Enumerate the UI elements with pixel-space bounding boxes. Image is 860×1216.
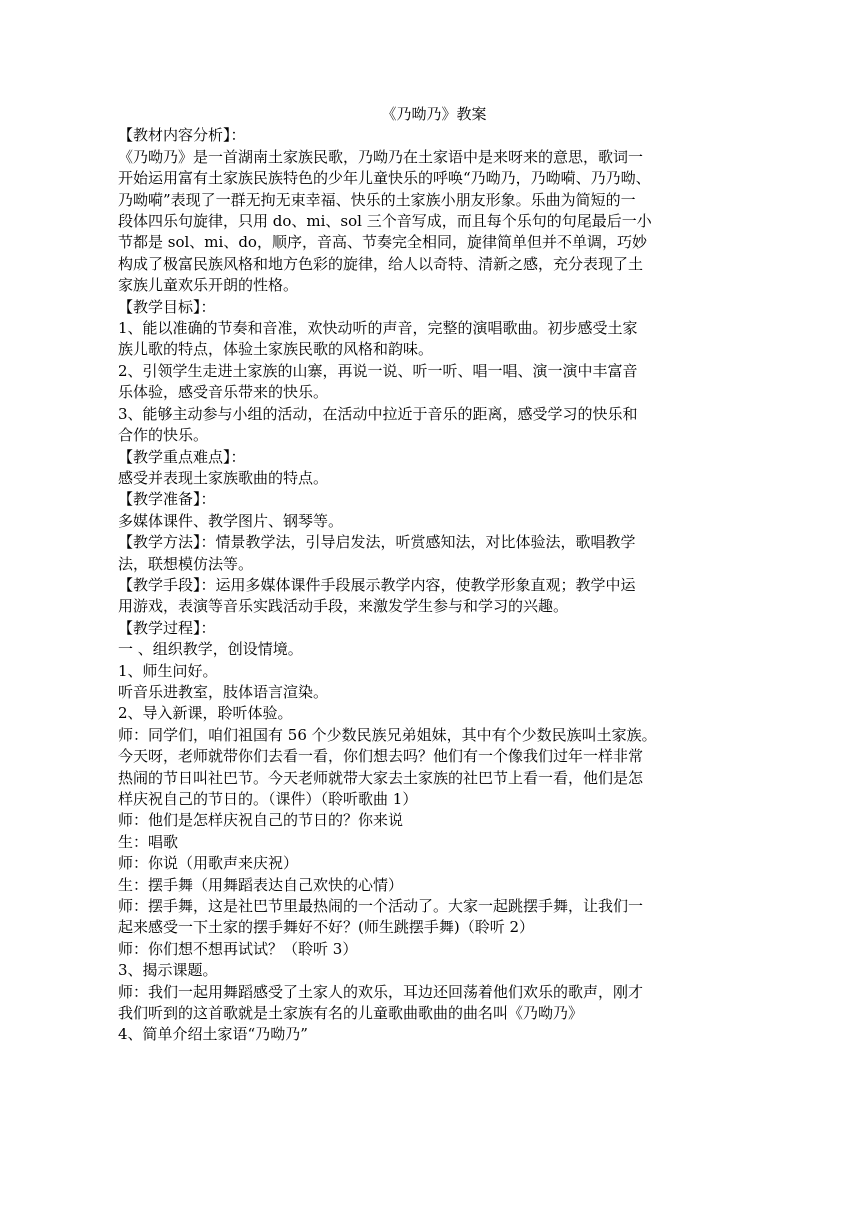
body-line: 【教学目标】： <box>118 297 216 316</box>
document-title: 《乃呦乃》教案 <box>381 105 487 123</box>
body-line: 1、师生问好。 <box>118 661 218 680</box>
document-body <box>118 125 740 1045</box>
body-line: 【教学过程】： <box>118 618 216 637</box>
body-line: 师：他们是怎样庆祝自己的节日的？你来说 <box>118 811 404 830</box>
body-line: 1、能以准确的节奏和音准，欢快动听的声音，完整的演唱歌曲。初步感受土家 <box>118 319 638 338</box>
body-line: 感受并表现土家族歌曲的特点。 <box>118 468 329 487</box>
body-line: 族儿歌的特点，体验土家族民歌的风格和韵味。 <box>118 340 434 359</box>
body-line: 《乃呦乃》是一首湖南土家族民歌，乃呦乃在土家语中是来呀来的意思，歌词一 <box>118 147 644 166</box>
body-line: 【教学准备】： <box>118 490 216 509</box>
body-line: 听音乐进教室，肢体语言渲染。 <box>118 682 329 701</box>
body-line: 开始运用富有土家族民族特色的少年儿童快乐的呼唤“乃呦乃，乃呦嗬、乃乃呦、 <box>118 169 651 188</box>
body-line: 今天呀，老师就带你们去看一看，你们想去吗？他们有一个像我们过年一样非常 <box>118 747 644 766</box>
body-line: 乃呦嗬”表现了一群无拘无束幸福、快乐的土家族小朋友形象。乐曲为简短的一 <box>118 190 636 209</box>
body-line: 我们听到的这首歌就是土家族有名的儿童歌曲歌曲的曲名叫《乃呦乃》 <box>118 1004 584 1023</box>
body-line: 合作的快乐。 <box>118 426 209 445</box>
body-line: 乐体验，感受音乐带来的快乐。 <box>118 383 329 402</box>
body-line: 生：唱歌 <box>118 832 179 851</box>
body-line: 师：你说（用歌声来庆祝） <box>118 854 299 873</box>
body-line: 师：我们一起用舞蹈感受了土家人的欢乐，耳边还回荡着他们欢乐的歌声，刚才 <box>118 982 644 1001</box>
body-line: 样庆祝自己的节日的。（课件）（聆听歌曲 1） <box>118 790 418 808</box>
body-line: 生：摆手舞（用舞蹈表达自己欢快的心情） <box>118 875 404 894</box>
body-line: 家族儿童欢乐开朗的性格。 <box>118 276 299 295</box>
body-line: 用游戏，表演等音乐实践活动手段，来激发学生参与和学习的兴趣。 <box>118 597 569 616</box>
body-line: 节都是 sol、mi、do，顺序，音高、节奏完全相同，旋律简单但并不单调，巧妙 <box>118 233 647 252</box>
body-line: 法，联想模仿法等。 <box>118 554 254 573</box>
body-line: 4、简单介绍土家语“乃呦乃” <box>118 1025 308 1044</box>
body-line: 【教学重点难点】： <box>118 447 246 466</box>
document-page <box>118 104 740 1046</box>
body-line: 【教学方法】：情景教学法，引导启发法，听赏感知法，对比体验法，歌唱教学 <box>118 533 636 552</box>
body-line: 构成了极富民族风格和地方色彩的旋律，给人以奇特、清新之感，充分表现了土 <box>118 254 644 273</box>
body-line: 【教学手段】：运用多媒体课件手段展示教学内容，使教学形象直观；教学中运 <box>118 575 636 594</box>
body-line: 师：摆手舞，这是社巴节里最热闹的一个活动了。大家一起跳摆手舞，让我们一 <box>118 897 644 916</box>
body-line: 一 、组织教学，创设情境。 <box>118 640 303 659</box>
body-line: 师：同学们，咱们祖国有 56 个少数民族兄弟姐妹，其中有个少数民族叫土家族。 <box>118 725 657 744</box>
body-line: 【教材内容分析】： <box>118 126 246 145</box>
body-line: 师：你们想不想再试试？（聆听 3） <box>118 939 358 958</box>
body-line: 2、引领学生走进土家族的山寨，再说一说、听一听、唱一唱、演一演中丰富音 <box>118 361 638 380</box>
body-line: 热闹的节日叫社巴节。今天老师就带大家去土家族的社巴节上看一看，他们是怎 <box>118 768 644 787</box>
body-line: 3、揭示课题。 <box>118 961 218 980</box>
body-line: 3、能够主动参与小组的活动，在活动中拉近于音乐的距离，感受学习的快乐和 <box>118 404 638 423</box>
body-line: 起来感受一下土家的摆手舞好不好？(师生跳摆手舞)（聆听 2） <box>118 918 535 937</box>
body-line: 多媒体课件、教学图片、钢琴等。 <box>118 511 344 530</box>
body-line: 段体四乐句旋律，只用 do、mi、sol 三个音写成，而且每个乐句的句尾最后一小 <box>118 212 652 231</box>
body-line: 2、导入新课，聆听体验。 <box>118 704 293 723</box>
